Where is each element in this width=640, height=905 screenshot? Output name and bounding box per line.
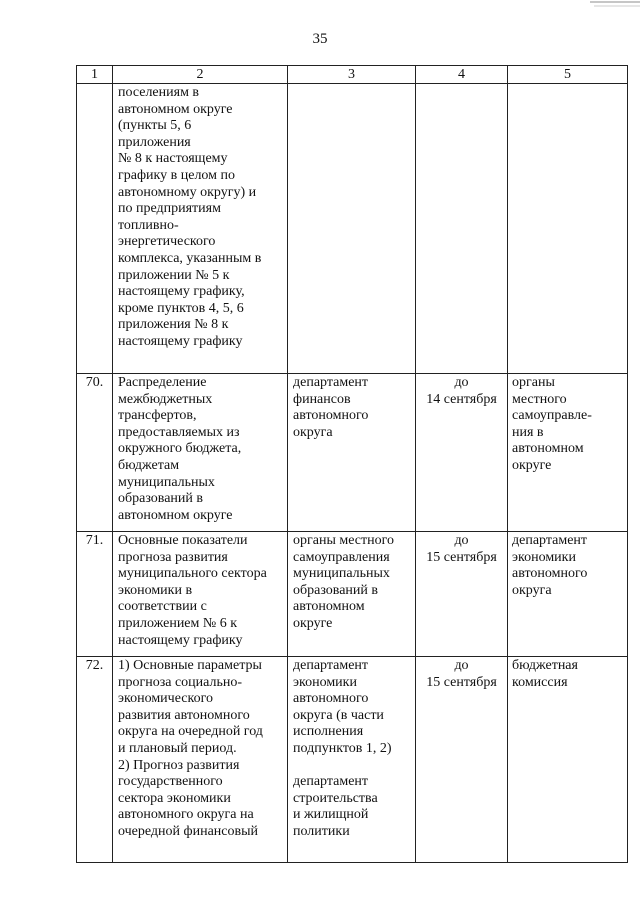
cell-text-line: до xyxy=(454,375,469,390)
cell-text-line: приложения xyxy=(118,134,191,150)
cell-text-line: 2) Прогноз развития xyxy=(118,757,240,773)
cell-text-line: автономного xyxy=(293,408,369,424)
cell-text-line: автономном округе xyxy=(118,507,233,523)
row-recipient xyxy=(508,84,628,374)
cell-text-line: экономики xyxy=(293,674,357,690)
row-executor xyxy=(288,657,416,863)
cell-text-line: приложением № 6 к xyxy=(118,615,238,631)
cell-text-line: политики xyxy=(293,823,350,839)
cell-text-line: настоящему графику, xyxy=(118,284,245,300)
row-executor xyxy=(288,84,416,374)
cell-text-line: округа xyxy=(293,424,333,440)
cell-text-line: Распределение xyxy=(118,375,207,390)
table-header-row xyxy=(77,66,628,84)
cell-text-line: графику в целом по xyxy=(118,167,236,183)
cell-text-line: соответствии с xyxy=(118,599,207,615)
schedule-table xyxy=(76,65,628,863)
cell-text-line: образований в xyxy=(118,491,204,507)
row-number: 71. xyxy=(77,532,113,657)
cell-text-line: финансов xyxy=(293,391,351,407)
row-deadline xyxy=(416,374,508,532)
cell-text-line: бюджетная xyxy=(512,658,578,673)
row-description xyxy=(113,84,288,374)
column-header-4: 4 xyxy=(416,66,508,84)
row-number: 72. xyxy=(77,657,113,863)
cell-text-line: окружного бюджета, xyxy=(118,441,242,457)
cell-text-line: автономного xyxy=(512,566,588,582)
table-row xyxy=(77,657,628,863)
cell-text-line: автономному округу) и xyxy=(118,184,257,200)
cell-text-line: по предприятиям xyxy=(118,201,221,217)
row-description xyxy=(113,374,288,532)
cell-text-line: приложения № 8 к xyxy=(118,317,229,333)
table-row xyxy=(77,532,628,657)
cell-text-line: (пункты 5, 6 xyxy=(118,118,192,134)
cell-text-line: 15 сентября xyxy=(426,549,497,565)
cell-text-line: исполнения xyxy=(293,724,364,740)
cell-text-line: и жилищной xyxy=(293,807,369,823)
cell-text-line: прогноза развития xyxy=(118,549,228,565)
table-row xyxy=(77,374,628,532)
row-number: 70. xyxy=(77,374,113,532)
cell-text-line: автономном xyxy=(293,599,365,615)
column-header-5: 5 xyxy=(508,66,628,84)
cell-text-line: развития автономного xyxy=(118,707,250,723)
cell-text-line: до xyxy=(454,533,469,548)
cell-text-line: предоставляемых из xyxy=(118,424,240,440)
row-executor xyxy=(288,532,416,657)
cell-text-line: самоуправления xyxy=(293,549,390,565)
cell-text-line: до xyxy=(454,658,469,673)
cell-text-line: строительства xyxy=(293,790,378,806)
row-description xyxy=(113,532,288,657)
cell-text-line: очередной финансовый xyxy=(118,823,259,839)
cell-text-line: трансфертов, xyxy=(118,408,197,424)
row-description xyxy=(113,657,288,863)
row-recipient xyxy=(508,374,628,532)
cell-text-line: экономики в xyxy=(118,582,193,598)
cell-text-line: поселениям в xyxy=(118,85,200,100)
scan-corner-mark xyxy=(588,0,640,10)
cell-text-line: экономического xyxy=(118,691,213,707)
cell-text-line: государственного xyxy=(118,774,223,790)
cell-text-line: автономного округа на xyxy=(118,807,254,823)
cell-text-line: сектора экономики xyxy=(118,790,231,806)
row-recipient xyxy=(508,532,628,657)
cell-text-line: департамент xyxy=(293,375,369,390)
row-deadline xyxy=(416,532,508,657)
row-recipient xyxy=(508,657,628,863)
page-number: 35 xyxy=(312,31,328,47)
cell-text-line: комплекса, указанным в xyxy=(118,250,262,266)
cell-text-line: экономики xyxy=(512,549,576,565)
cell-text-line: 14 сентября xyxy=(426,391,497,407)
column-header-2: 2 xyxy=(113,66,288,84)
cell-text-line: бюджетам xyxy=(118,457,180,473)
cell-text-line: Основные показатели xyxy=(118,533,248,548)
cell-text-line: настоящему графику xyxy=(118,632,243,648)
cell-text-line: топливно- xyxy=(118,217,179,233)
row-executor xyxy=(288,374,416,532)
cell-text-line: автономном xyxy=(512,441,584,457)
cell-text-line: муниципального сектора xyxy=(118,566,267,582)
cell-text-line xyxy=(293,758,410,775)
cell-text-line: 15 сентября xyxy=(426,674,497,690)
cell-text-line: округа (в части xyxy=(293,707,384,723)
cell-text-line: межбюджетных xyxy=(118,391,213,407)
cell-text-line: прогноза социально- xyxy=(118,674,243,690)
column-header-3: 3 xyxy=(288,66,416,84)
table-body xyxy=(77,84,628,863)
row-number xyxy=(77,84,113,374)
table-row xyxy=(77,84,628,374)
cell-text-line: местного xyxy=(512,391,567,407)
column-header-1: 1 xyxy=(77,66,113,84)
cell-text-line: и плановый период. xyxy=(118,740,237,756)
cell-text-line: ния в xyxy=(512,424,544,440)
cell-text-line: настоящему графику xyxy=(118,333,243,349)
cell-text-line: подпунктов 1, 2) xyxy=(293,740,392,756)
cell-text-line: автономного xyxy=(293,691,369,707)
cell-text-line: департамент xyxy=(512,533,588,548)
cell-text-line: департамент xyxy=(293,774,369,790)
cell-text-line: 1) Основные параметры xyxy=(118,658,262,673)
cell-text-line: органы местного xyxy=(293,533,394,548)
cell-text-line: муниципальных xyxy=(293,566,390,582)
cell-text-line: округе xyxy=(512,457,552,473)
row-deadline xyxy=(416,84,508,374)
cell-text-line: органы xyxy=(512,375,555,390)
cell-text-line: муниципальных xyxy=(118,474,215,490)
cell-text-line: образований в xyxy=(293,582,379,598)
cell-text-line: кроме пунктов 4, 5, 6 xyxy=(118,300,244,316)
cell-text-line: округа на очередной год xyxy=(118,724,263,740)
cell-text-line: автономном округе xyxy=(118,101,233,117)
row-deadline xyxy=(416,657,508,863)
cell-text-line: энергетического xyxy=(118,234,216,250)
cell-text-line: самоуправле- xyxy=(512,408,592,424)
cell-text-line: департамент xyxy=(293,658,369,673)
cell-text-line: округе xyxy=(293,615,333,631)
cell-text-line: № 8 к настоящему xyxy=(118,151,228,167)
cell-text-line: комиссия xyxy=(512,674,568,690)
cell-text-line: приложении № 5 к xyxy=(118,267,230,283)
cell-text-line: округа xyxy=(512,582,552,598)
